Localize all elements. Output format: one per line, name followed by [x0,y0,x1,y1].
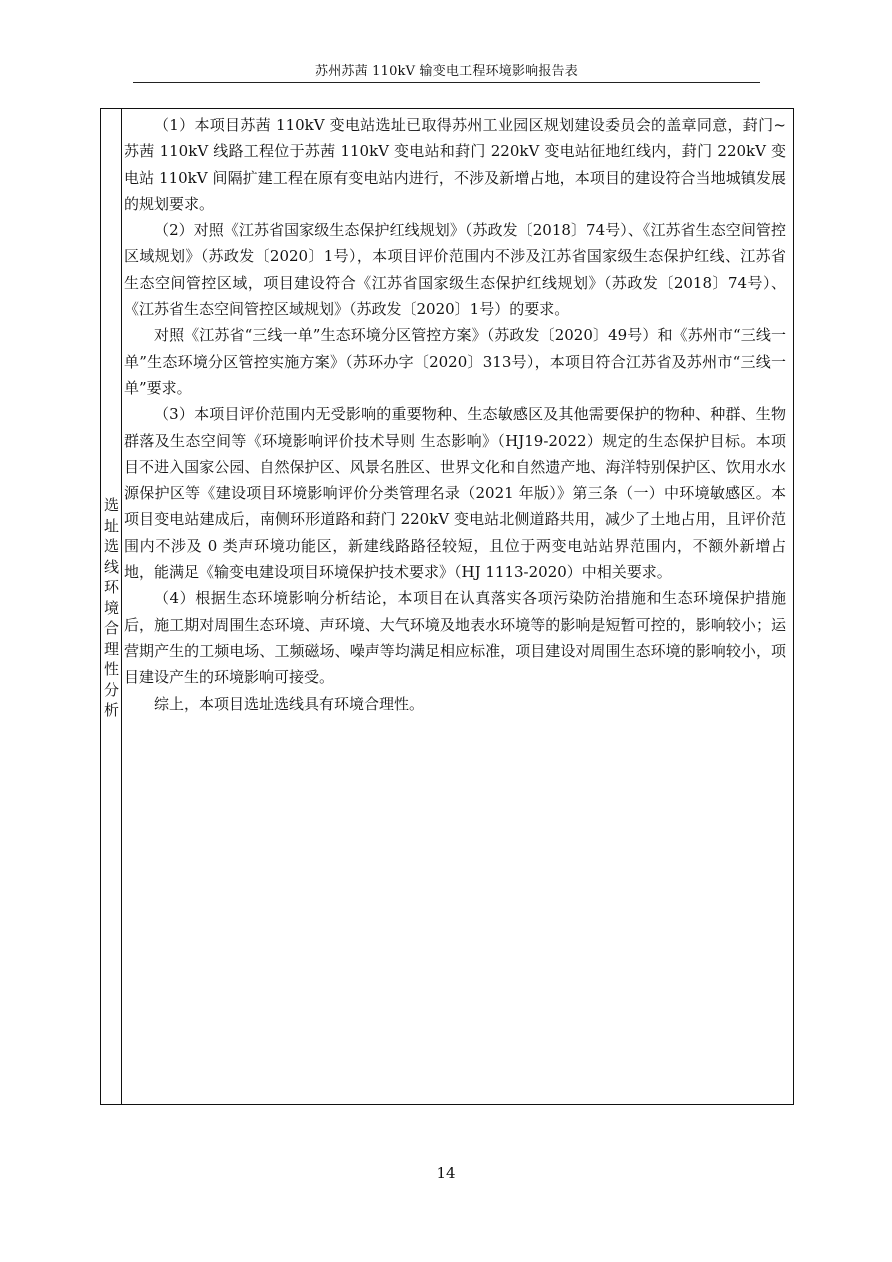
section-label-char: 理 [103,639,119,658]
section-label-char: 析 [103,701,119,719]
section-label-char: 环 [103,578,119,596]
page-header: 苏州苏茜 110kV 输变电工程环境影响报告表 [315,64,578,79]
content-table [100,108,794,1105]
paragraph-protection-targets: （3）本项目评价范围内无受影响的重要物种、生态敏感区及其他需要保护的物种、种群、生物群落及生态空间等《环境影响评价技术导则 生态影响》（HJ19-2022）规定的生态保护目标。本项目不进入国家公园、自然保护区、风景名胜区、世界文化和自然遗产地、海洋特别保护区、饮用水水源保护区等《建设项目环境影响评价分类管理名录（2021 年版）》第三条（一）中环境敏感区。本项目变电站建成后，南侧环形道路和葑门 220kV 变电站北侧道路共用，减少了土地占用，且评价范围内不涉及 0 类声环境功能区，新建线路路径较短，且位于两变电站站界范围内，不额外新增占地，能满足《输变电建设项目环境保护技术要求》（HJ 1113-2020）中相关要求。 [124,405,786,582]
section-label-char: 选 [103,537,119,555]
section-label-char: 址 [103,516,119,535]
paragraph-site-planning: （1）本项目苏茜 110kV 变电站选址已取得苏州工业园区规划建设委员会的盖章同意，葑门~苏茜 110kV 线路工程位于苏茜 110kV 变电站和葑门 220kV 变电站征地红线内，葑门 220kV 变电站 110kV 间隔扩建工程在原有变电站内进行，不涉及新增占地，本项目的建设符合当地城镇发展的规划要求。 [124,116,786,213]
paragraph-three-lines-one-list: 对照《江苏省“三线一单”生态环境分区管控方案》（苏政发〔2020〕49号）和《苏州市“三线一单”生态环境分区管控实施方案》（苏环办字〔2020〕313号），本项目符合江苏省及苏州市“三线一单”要求。 [124,326,786,397]
paragraph-ecological-redline: （2）对照《江苏省国家级生态保护红线规划》（苏政发〔2018〕74号）、《江苏省生态空间管控区域规划》（苏政发〔2020〕1号），本项目评价范围内不涉及江苏省国家级生态保护红线、江苏省生态空间管控区域，项目建设符合《江苏省国家级生态保护红线规划》（苏政发〔2018〕74号）、《江苏省生态空间管控区域规划》（苏政发〔2020〕1号）的要求。 [124,221,786,319]
page-number: 14 [436,1164,456,1182]
section-label-char: 境 [103,598,119,617]
paragraph-impact-conclusion: （4）根据生态环境影响分析结论，本项目在认真落实各项污染防治措施和生态环境保护措施后，施工期对周围生态环境、声环境、大气环境及地表水环境等的影响是短暂可控的，影响较小；运营期产生的工频电场、工频磁场、噪声等均满足相应标准，项目建设对周围生态环境的影响较小，项目建设产生的环境影响可接受。 [124,589,786,687]
section-label-char: 性 [103,660,119,678]
section-label-char: 分 [103,680,119,699]
section-label [101,495,122,721]
header-rule [133,82,760,83]
section-label-char: 合 [103,619,119,637]
section-label-char: 线 [103,557,119,576]
paragraph-summary: 综上，本项目选址选线具有环境合理性。 [154,694,425,713]
section-label-char: 选 [103,496,119,514]
section-content [124,112,786,717]
section-label-column [101,109,122,1104]
